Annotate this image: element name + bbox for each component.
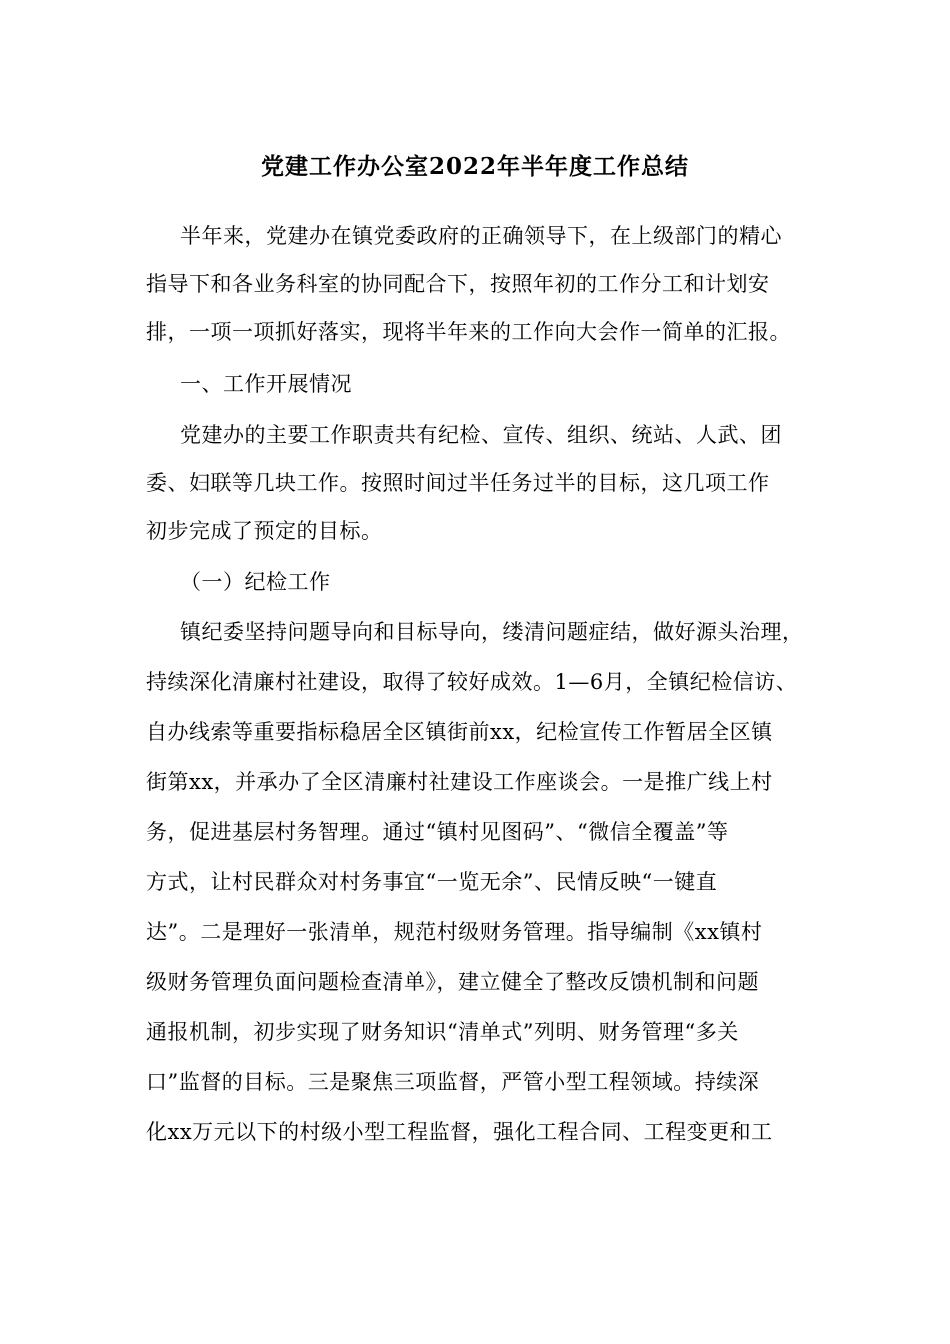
paragraph-line: 委、妇联等几块工作。按照时间过半任务过半的目标，这几项工作 (146, 471, 770, 495)
paragraph-line: 初步完成了预定的目标。 (146, 519, 383, 543)
paragraph-line: 街第xx，并承办了全区清廉村社建设工作座谈会。一是推广线上村 (146, 770, 773, 794)
paragraph-line: 通报机制，初步实现了财务知识“清单式”列明、财务管理“多关 (146, 1020, 739, 1044)
paragraph-line: 持续深化清廉村社建设，取得了较好成效。1—6月，全镇纪检信访、 (146, 670, 798, 694)
paragraph-line: 务，促进基层村务智理。通过“镇村见图码”、“微信全覆盖”等 (146, 820, 729, 844)
paragraph-line: 指导下和各业务科室的协同配合下，按照年初的工作分工和计划安 (146, 272, 770, 296)
paragraph-line: 党建办的主要工作职责共有纪检、宣传、组织、统站、人武、团 (180, 423, 782, 447)
subsection-heading: （一）纪检工作 (180, 570, 331, 594)
paragraph-line: 级财务管理负面问题检查清单》，建立健全了整改反馈机制和问题 (146, 970, 759, 994)
paragraph-line: 化xx万元以下的村级小型工程监督，强化工程合同、工程变更和工 (146, 1120, 773, 1144)
paragraph-line: 镇纪委坚持问题导向和目标导向，缕清问题症结，做好源头治理， (180, 620, 804, 644)
paragraph-line: 自办线索等重要指标稳居全区镇街前xx，纪检宣传工作暂居全区镇 (146, 720, 773, 744)
paragraph-line: 方式，让村民群众对村务事宜“一览无余”、民情反映“一键直 (146, 870, 718, 894)
paragraph-line: 半年来，党建办在镇党委政府的正确领导下，在上级部门的精心 (180, 224, 782, 248)
document-title: 党建工作办公室2022年半年度工作总结 (260, 153, 689, 180)
paragraph-line: 口”监督的目标。三是聚焦三项监督，严管小型工程领域。持续深 (146, 1070, 760, 1094)
paragraph-line: 排，一项一项抓好落实，现将半年来的工作向大会作一简单的汇报。 (146, 320, 791, 344)
paragraph-line: 达”。二是理好一张清单，规范村级财务管理。指导编制《xx镇村 (146, 920, 763, 944)
section-heading: 一、工作开展情况 (180, 372, 352, 396)
